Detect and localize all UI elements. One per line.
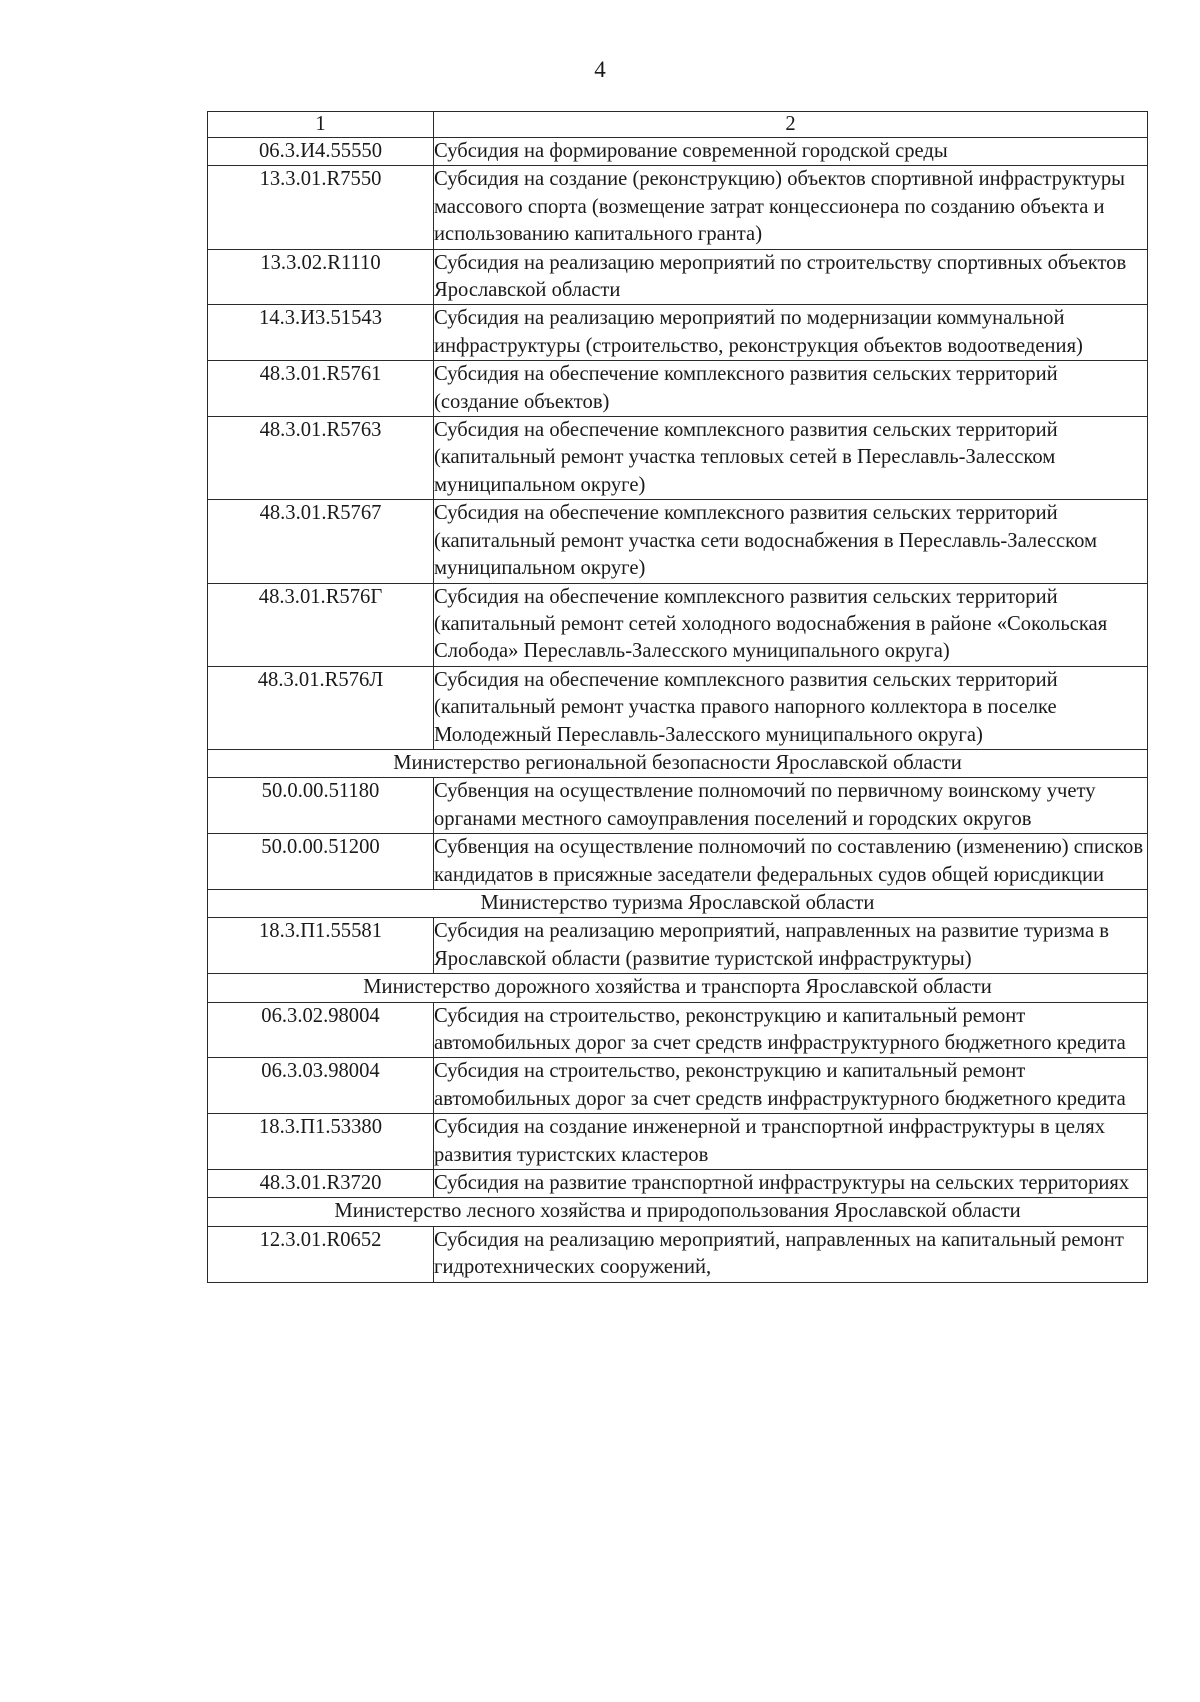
page-number: 4	[594, 57, 606, 82]
table-row	[208, 1170, 1148, 1198]
description-cell: Субсидия на обеспечение комплексного развития сельских территорий (капитальный ремонт участка тепловых сетей в Переславль-Залесском муниципальном округе)	[434, 417, 1148, 500]
budget-code-cell: 48.3.01.R5761	[208, 361, 434, 417]
table-row	[208, 583, 1148, 666]
description-cell: Субсидия на строительство, реконструкцию и капитальный ремонт автомобильных дорог за счет средств инфраструктурного бюджетного кредита	[434, 1002, 1148, 1058]
table-row	[208, 1114, 1148, 1170]
budget-code-cell: 06.3.03.98004	[208, 1058, 434, 1114]
budget-code-cell: 18.3.П1.53380	[208, 1114, 434, 1170]
table-row	[208, 500, 1148, 583]
section-header-row	[208, 749, 1148, 777]
budget-code-cell: 14.3.И3.51543	[208, 305, 434, 361]
table-row	[208, 138, 1148, 166]
budget-code-cell: 48.3.01.R3720	[208, 1170, 434, 1198]
description-cell: Субсидия на обеспечение комплексного развития сельских территорий (создание объектов)	[434, 361, 1148, 417]
description-cell: Субсидия на обеспечение комплексного развития сельских территорий (капитальный ремонт участка правого напорного коллектора в поселке Молодежный Переславль-Залесского муниципального округа)	[434, 666, 1148, 749]
ministry-section-title: Министерство региональной безопасности Ярославской области	[208, 749, 1148, 777]
description-cell: Субсидия на обеспечение комплексного развития сельских территорий (капитальный ремонт сетей холодного водоснабжения в районе «Сокольская Слобода» Переславль-Залесского муниципального округа)	[434, 583, 1148, 666]
table-row	[208, 305, 1148, 361]
budget-code-cell: 18.3.П1.55581	[208, 918, 434, 974]
column-header: 2	[434, 112, 1148, 138]
budget-code-cell: 50.0.00.51180	[208, 778, 434, 834]
description-cell: Субсидия на обеспечение комплексного развития сельских территорий (капитальный ремонт участка сети водоснабжения в Переславль-Залесском муниципальном округе)	[434, 500, 1148, 583]
budget-code-cell: 12.3.01.R0652	[208, 1226, 434, 1282]
ministry-section-title: Министерство лесного хозяйства и природопользования Ярославской области	[208, 1198, 1148, 1226]
table-row	[208, 166, 1148, 249]
description-cell: Субсидия на реализацию мероприятий по строительству спортивных объектов Ярославской области	[434, 249, 1148, 305]
description-cell: Субсидия на реализацию мероприятий, направленных на капитальный ремонт гидротехнических сооружений,	[434, 1226, 1148, 1282]
table-row	[208, 1002, 1148, 1058]
section-header-row	[208, 1198, 1148, 1226]
ministry-section-title: Министерство туризма Ярославской области	[208, 889, 1148, 917]
budget-code-cell: 06.3.И4.55550	[208, 138, 434, 166]
description-cell: Субсидия на создание (реконструкцию) объектов спортивной инфраструктуры массового спорта (возмещение затрат концессионера по созданию объекта и использованию капитального гранта)	[434, 166, 1148, 249]
budget-code-cell: 50.0.00.51200	[208, 834, 434, 890]
description-cell: Субсидия на формирование современной городской среды	[434, 138, 1148, 166]
table-row	[208, 417, 1148, 500]
budget-code-cell: 48.3.01.R576Л	[208, 666, 434, 749]
table-row	[208, 666, 1148, 749]
table-row	[208, 834, 1148, 890]
table-body	[208, 138, 1148, 1283]
budget-code-cell: 48.3.01.R5767	[208, 500, 434, 583]
budget-code-cell: 13.3.01.R7550	[208, 166, 434, 249]
table-row	[208, 778, 1148, 834]
description-cell: Субсидия на строительство, реконструкцию и капитальный ремонт автомобильных дорог за счет средств инфраструктурного бюджетного кредита	[434, 1058, 1148, 1114]
description-cell: Субсидия на создание инженерной и транспортной инфраструктуры в целях развития туристских кластеров	[434, 1114, 1148, 1170]
table-header	[208, 112, 1148, 138]
table-row	[208, 361, 1148, 417]
ministry-section-title: Министерство дорожного хозяйства и транспорта Ярославской области	[208, 974, 1148, 1002]
budget-code-cell: 48.3.01.R5763	[208, 417, 434, 500]
description-cell: Субсидия на реализацию мероприятий по модернизации коммунальной инфраструктуры (строительство, реконструкция объектов водоотведения)	[434, 305, 1148, 361]
column-header: 1	[208, 112, 434, 138]
section-header-row	[208, 889, 1148, 917]
table-row	[208, 249, 1148, 305]
table-row	[208, 918, 1148, 974]
section-header-row	[208, 974, 1148, 1002]
budget-code-cell: 06.3.02.98004	[208, 1002, 434, 1058]
description-cell: Субвенция на осуществление полномочий по первичному воинскому учету органами местного самоуправления поселений и городских округов	[434, 778, 1148, 834]
description-cell: Субсидия на развитие транспортной инфраструктуры на сельских территориях	[434, 1170, 1148, 1198]
subsidy-table	[207, 111, 1148, 1283]
table-row	[208, 1226, 1148, 1282]
budget-code-cell: 13.3.02.R1110	[208, 249, 434, 305]
description-cell: Субсидия на реализацию мероприятий, направленных на развитие туризма в Ярославской области (развитие туристской инфраструктуры)	[434, 918, 1148, 974]
description-cell: Субвенция на осуществление полномочий по составлению (изменению) списков кандидатов в присяжные заседатели федеральных судов общей юрисдикции	[434, 834, 1148, 890]
budget-code-cell: 48.3.01.R576Г	[208, 583, 434, 666]
table-row	[208, 1058, 1148, 1114]
